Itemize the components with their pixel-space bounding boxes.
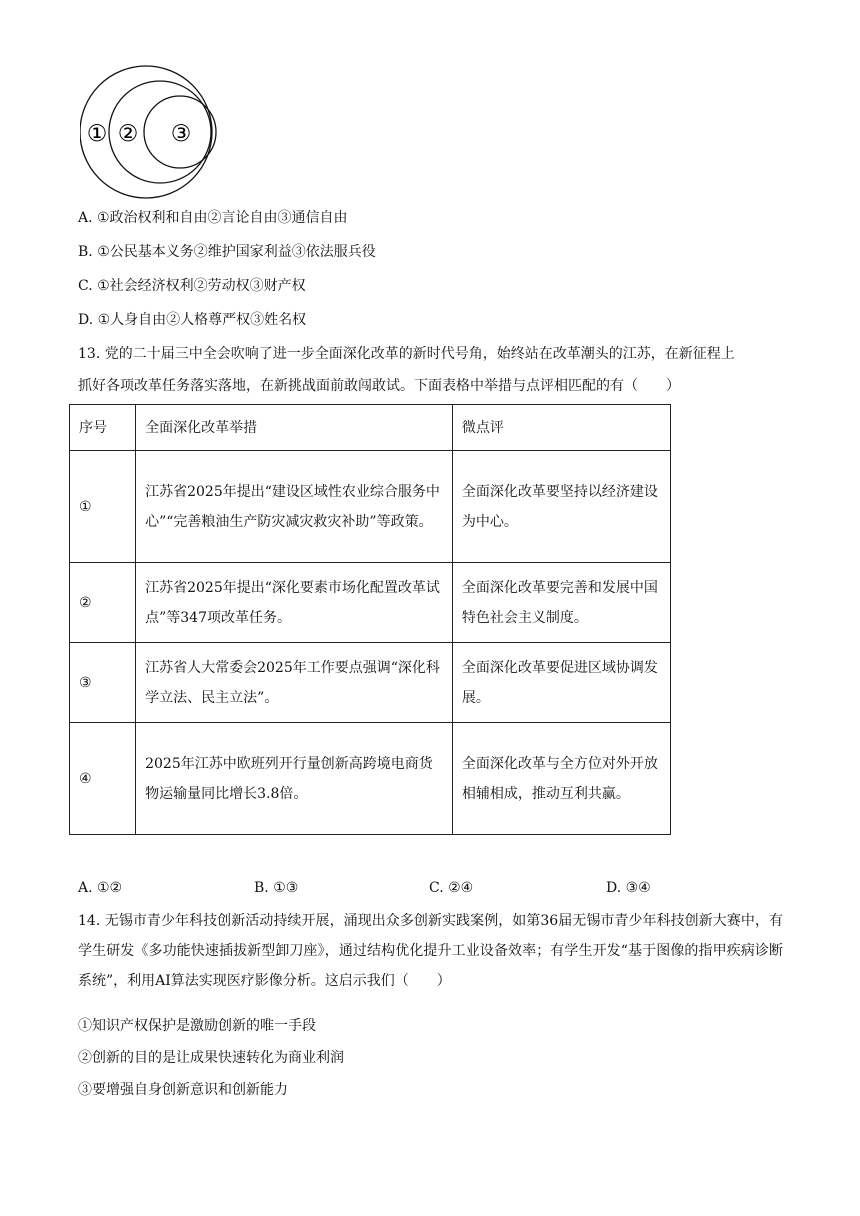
header-measure: 全面深化改革举措 bbox=[136, 405, 453, 451]
row-comment: 全面深化改革要促进区域协调发展。 bbox=[452, 643, 670, 723]
table-row bbox=[70, 723, 671, 835]
table-header-row bbox=[70, 405, 671, 451]
row-measure: 江苏省2025年提出“建设区域性农业综合服务中心”“完善粮油生产防灾减灾救灾补助”等政策。 bbox=[136, 451, 453, 563]
table-row bbox=[70, 563, 671, 643]
circle-label-1: ① bbox=[86, 121, 108, 147]
row-comment: 全面深化改革与全方位对外开放相辅相成，推动互利共赢。 bbox=[452, 723, 670, 835]
row-number: ② bbox=[70, 563, 136, 643]
table-row bbox=[70, 451, 671, 563]
q12-option-d: D. ①人身自由②人格尊严权③姓名权 bbox=[78, 312, 307, 328]
q14-stem: 14. 无锡市青少年科技创新活动持续开展，涌现出众多创新实践案例，如第36届无锡市青少年科技创新大赛中，有学生研发《多功能快速插拔新型卸刀座》，通过结构优化提升工业设备效率；有学生开发“基于图像的指甲疾病诊断系统”，利用AI算法实现医疗影像分析。这启示我们（ ） bbox=[78, 913, 783, 989]
row-measure: 2025年江苏中欧班列开行量创新高跨境电商货物运输量同比增长3.8倍。 bbox=[136, 723, 453, 835]
q14-statement-3: ③要增强自身创新意识和创新能力 bbox=[78, 1082, 288, 1098]
q13-option-d: D. ③④ bbox=[606, 880, 651, 896]
header-number: 序号 bbox=[70, 405, 136, 451]
q13-option-b: B. ①③ bbox=[254, 880, 299, 896]
q14-statement-2: ②创新的目的是让成果快速转化为商业利润 bbox=[78, 1050, 344, 1066]
row-measure: 江苏省2025年提出“深化要素市场化配置改革试点”等347项改革任务。 bbox=[136, 563, 453, 643]
row-number: ④ bbox=[70, 723, 136, 835]
q12-option-c: C. ①社会经济权利②劳动权③财产权 bbox=[78, 278, 306, 294]
q12-option-b: B. ①公民基本义务②维护国家利益③依法服兵役 bbox=[78, 244, 376, 260]
row-number: ③ bbox=[70, 643, 136, 723]
row-number: ① bbox=[70, 451, 136, 563]
circle-label-2: ② bbox=[117, 121, 139, 147]
circle-label-3: ③ bbox=[170, 121, 192, 147]
q13-option-c: C. ②④ bbox=[429, 880, 474, 896]
row-comment: 全面深化改革要完善和发展中国特色社会主义制度。 bbox=[452, 563, 670, 643]
header-comment: 微点评 bbox=[452, 405, 670, 451]
q13-stem-line-1: 13. 党的二十届三中全会吹响了进一步全面深化改革的新时代号角，始终站在改革潮头的江苏，在新征程上 bbox=[78, 346, 735, 362]
q14-statement-1: ①知识产权保护是激励创新的唯一手段 bbox=[78, 1018, 316, 1034]
row-comment: 全面深化改革要坚持以经济建设为中心。 bbox=[452, 451, 670, 563]
reform-measures-table bbox=[69, 404, 671, 835]
q13-option-a: A. ①② bbox=[78, 880, 123, 896]
row-measure: 江苏省人大常委会2025年工作要点强调“深化科学立法、民主立法”。 bbox=[136, 643, 453, 723]
q13-stem-line-2: 抓好各项改革任务落实落地，在新挑战面前敢闯敢试。下面表格中举措与点评相匹配的有（ ） bbox=[78, 378, 680, 394]
concentric-circles-diagram bbox=[80, 64, 220, 200]
table-row bbox=[70, 643, 671, 723]
q12-option-a: A. ①政治权利和自由②言论自由③通信自由 bbox=[78, 210, 348, 226]
